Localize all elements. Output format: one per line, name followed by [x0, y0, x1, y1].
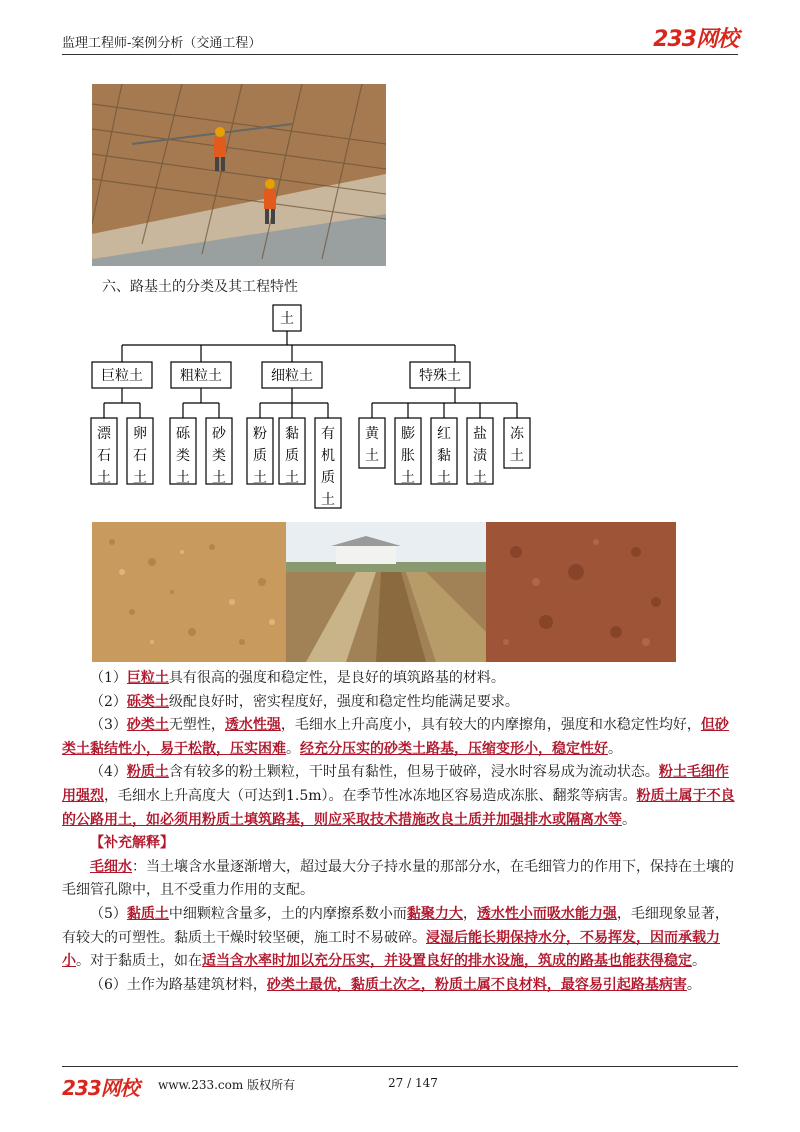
- page-number: 27 / 147: [388, 1076, 438, 1090]
- photo-field-soil: [286, 522, 486, 662]
- paragraph-3: （3）砂类土无塑性，透水性强，毛细水上升高度小，具有较大的内摩擦角，强度和水稳定性均好，但砂类土黏结性小，易于松散，压实困难。经充分压实的砂类土路基，压缩变形小，稳定性好。: [62, 717, 729, 757]
- paragraph-5: （5）黏质土中细颗粒含量多，土的内摩擦系数小而黏聚力大，透水性小而吸水能力强，毛细现象显著，有较大的可塑性。黏质土干燥时较坚硬，施工时不易破碎。浸湿后能长期保持水分，不易挥发，因而承载力小。对于黏质土，如在适当含水率时加以充分压实，并设置良好的排水设施，筑成的路基也能获得稳定。: [62, 905, 729, 970]
- footer-rule: [62, 1066, 738, 1067]
- soil-classification-tree: [80, 300, 540, 512]
- tree-leaf: 黏质土: [285, 426, 299, 486]
- tree-leaf: 黄土: [365, 426, 379, 464]
- tree-leaf: 砂类土: [212, 426, 226, 486]
- body-text: [62, 667, 738, 997]
- header-title: 监理工程师-案例分析（交通工程）: [62, 36, 262, 51]
- tree-leaf: 漂石土: [97, 426, 111, 486]
- tree-root: 土: [280, 311, 294, 327]
- photo-gravel-soil: [92, 522, 286, 662]
- tree-leaf: 卵石土: [133, 426, 147, 486]
- tree-group: 特殊土: [419, 368, 461, 384]
- tree-group: 细粒土: [271, 368, 313, 384]
- footer-site: www.233.com 版权所有: [158, 1078, 296, 1092]
- paragraph-2: （2）砾类土级配良好时，密实程度好，强度和稳定性均能满足要求。: [90, 693, 519, 710]
- paragraph-4: （4）粉质土含有较多的粉土颗粒，干时虽有黏性，但易于破碎，浸水时容易成为流动状态。粉土毛细作用强烈，毛细水上升高度大（可达到1.5m）。在季节性冰冻地区容易造成冻胀、翻浆等病害。粉质土属于不良的公路用土，如必须用粉质土填筑路基，则应采取技术措施改良土质并加强排水或隔离水等。: [62, 764, 735, 828]
- tree-group: 巨粒土: [101, 368, 143, 384]
- tree-leaf: 粉质土: [253, 426, 267, 486]
- tree-leaf: 冻土: [510, 426, 524, 464]
- tree-leaf: 膨胀土: [401, 426, 415, 486]
- footer-logo: 233网校: [62, 1076, 139, 1100]
- photo-clay-soil: [486, 522, 676, 662]
- tree-group: 粗粒土: [180, 368, 222, 384]
- brand-logo: 233网校: [653, 27, 738, 52]
- tree-leaf: 红黏土: [437, 426, 451, 486]
- tree-leaf: 砾类土: [176, 426, 190, 486]
- tree-leaf: 盐渍土: [473, 426, 487, 486]
- section-title: 六、路基土的分类及其工程特性: [102, 279, 298, 295]
- paragraph-1: （1）巨粒土具有很高的强度和稳定性，是良好的填筑路基的材料。: [90, 670, 505, 686]
- header-rule: [62, 54, 738, 55]
- tree-leaf: 有机质土: [321, 426, 335, 508]
- photo-slope-construction: [92, 84, 386, 266]
- supplement-text: 毛细水：当土壤含水量逐渐增大，超过最大分子持水量的那部分水，在毛细管力的作用下，保持在土壤的毛细管孔隙中，且不受重力作用的支配。: [62, 858, 734, 899]
- supplement-heading: 【补充解释】: [90, 835, 174, 852]
- paragraph-6: （6）土作为路基建筑材料，砂类土最优，黏质土次之，粉质土属不良材料，最容易引起路基病害。: [90, 976, 701, 993]
